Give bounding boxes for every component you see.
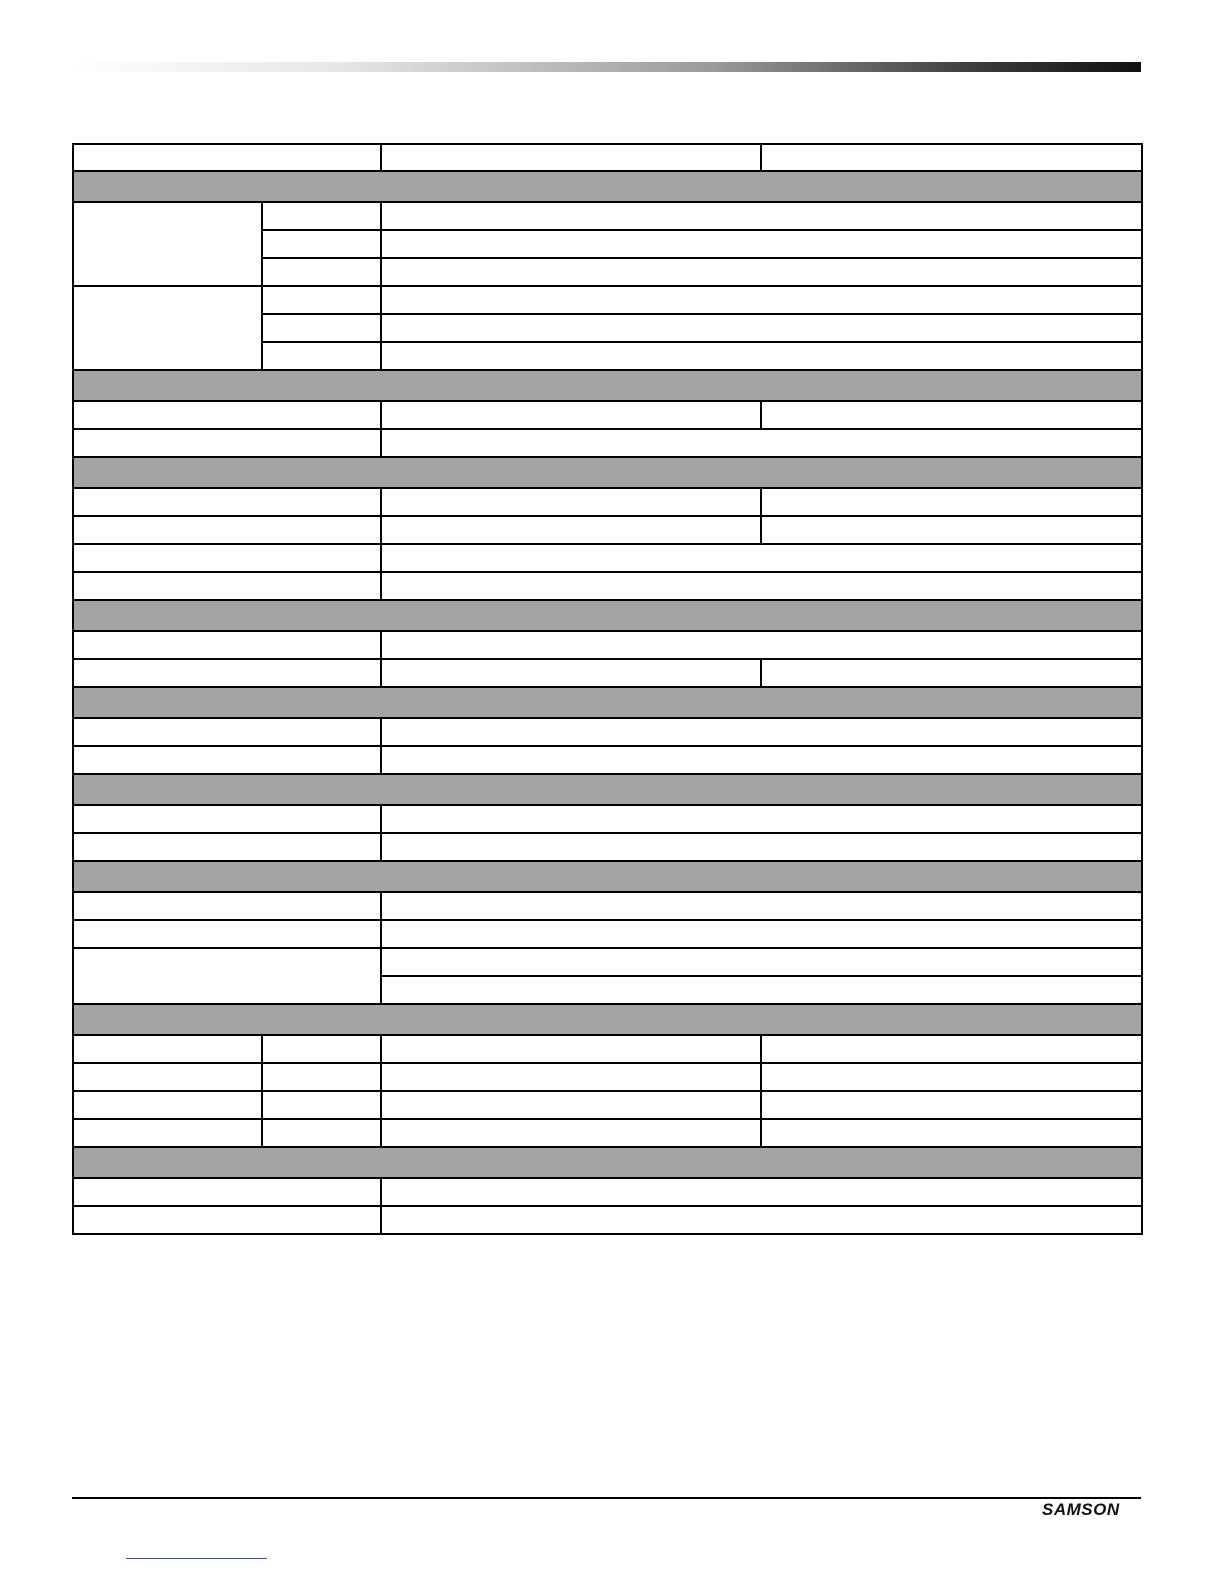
table-cell (73, 659, 381, 687)
table-row (73, 892, 1142, 920)
table-row (73, 746, 1142, 774)
table-cell (381, 920, 1142, 948)
table-cell (381, 1091, 761, 1119)
table-cell (262, 1119, 381, 1147)
table-cell (381, 202, 1142, 230)
table-cell (73, 401, 381, 429)
section-header-row (73, 1004, 1142, 1035)
table-cell (73, 488, 381, 516)
table-row (73, 286, 1142, 314)
table-cell (761, 659, 1142, 687)
table-cell (761, 401, 1142, 429)
table-row (73, 833, 1142, 861)
table-cell (262, 1063, 381, 1091)
table-cell (381, 1035, 761, 1063)
table-cell (381, 833, 1142, 861)
section-header-cell (73, 1004, 1142, 1035)
table-row (73, 202, 1142, 230)
table-row (73, 1178, 1142, 1206)
table-cell (761, 1119, 1142, 1147)
brand-logo: SAMSON (1042, 1500, 1120, 1519)
table-row (73, 1035, 1142, 1063)
section-header-cell (73, 774, 1142, 805)
link-underline[interactable] (126, 1558, 267, 1559)
table-cell (73, 1206, 381, 1234)
table-cell (381, 746, 1142, 774)
table-row (73, 948, 1142, 976)
table-cell (73, 1063, 262, 1091)
table-cell (381, 572, 1142, 600)
section-header-row (73, 687, 1142, 718)
table-cell (381, 488, 761, 516)
section-header-cell (73, 861, 1142, 892)
table-row (73, 572, 1142, 600)
section-header-cell (73, 171, 1142, 202)
spec-table (72, 143, 1143, 1235)
table-row (73, 401, 1142, 429)
table-cell (761, 516, 1142, 544)
section-header-cell (73, 457, 1142, 488)
section-header-cell (73, 370, 1142, 401)
section-header-row (73, 600, 1142, 631)
table-cell (73, 144, 381, 171)
table-cell (73, 202, 262, 286)
table-row (73, 1063, 1142, 1091)
table-cell (381, 401, 761, 429)
table-cell (262, 1035, 381, 1063)
table-cell (73, 429, 381, 457)
table-row (73, 544, 1142, 572)
table-cell (761, 488, 1142, 516)
table-cell (73, 718, 381, 746)
table-cell (262, 286, 381, 314)
table-row (73, 1206, 1142, 1234)
table-row (73, 805, 1142, 833)
table-cell (262, 202, 381, 230)
table-cell (73, 1119, 262, 1147)
table-cell (73, 1091, 262, 1119)
section-header-row (73, 861, 1142, 892)
table-cell (73, 1178, 381, 1206)
table-row (73, 659, 1142, 687)
section-header-row (73, 457, 1142, 488)
table-cell (73, 833, 381, 861)
table-cell (381, 429, 1142, 457)
table-cell (262, 342, 381, 370)
table-row (73, 144, 1142, 171)
section-header-cell (73, 1147, 1142, 1178)
table-cell (381, 1119, 761, 1147)
table-cell (381, 892, 1142, 920)
table-cell (381, 659, 761, 687)
table-cell (73, 746, 381, 774)
table-cell (381, 718, 1142, 746)
table-cell (262, 1091, 381, 1119)
table-row (73, 516, 1142, 544)
table-row (73, 1091, 1142, 1119)
table-cell (73, 948, 381, 1004)
table-cell (73, 920, 381, 948)
section-header-cell (73, 687, 1142, 718)
table-cell (381, 258, 1142, 286)
table-cell (381, 948, 1142, 976)
table-cell (381, 1063, 761, 1091)
section-header-row (73, 774, 1142, 805)
table-cell (381, 342, 1142, 370)
table-cell (381, 286, 1142, 314)
footer-rule (72, 1497, 1141, 1499)
table-cell (381, 976, 1142, 1004)
section-header-row (73, 1147, 1142, 1178)
table-cell (73, 1035, 262, 1063)
table-cell (73, 544, 381, 572)
table-row (73, 488, 1142, 516)
table-cell (381, 631, 1142, 659)
table-row (73, 429, 1142, 457)
table-cell (73, 631, 381, 659)
table-cell (381, 516, 761, 544)
table-cell (381, 230, 1142, 258)
section-header-row (73, 171, 1142, 202)
table-cell (761, 1091, 1142, 1119)
table-cell (73, 516, 381, 544)
table-cell (73, 805, 381, 833)
table-cell (381, 1206, 1142, 1234)
table-cell (761, 1035, 1142, 1063)
table-cell (761, 144, 1142, 171)
table-cell (262, 314, 381, 342)
table-cell (761, 1063, 1142, 1091)
table-cell (381, 1178, 1142, 1206)
table-cell (381, 544, 1142, 572)
table-row (73, 631, 1142, 659)
table-cell (381, 805, 1142, 833)
table-cell (262, 230, 381, 258)
table-cell (381, 314, 1142, 342)
section-header-row (73, 370, 1142, 401)
table-cell (73, 572, 381, 600)
table-cell (73, 892, 381, 920)
table-cell (381, 144, 761, 171)
table-row (73, 1119, 1142, 1147)
section-header-cell (73, 600, 1142, 631)
table-row (73, 718, 1142, 746)
table-cell (73, 286, 262, 370)
table-row (73, 920, 1142, 948)
header-gradient-bar (72, 62, 1141, 72)
table-cell (262, 258, 381, 286)
